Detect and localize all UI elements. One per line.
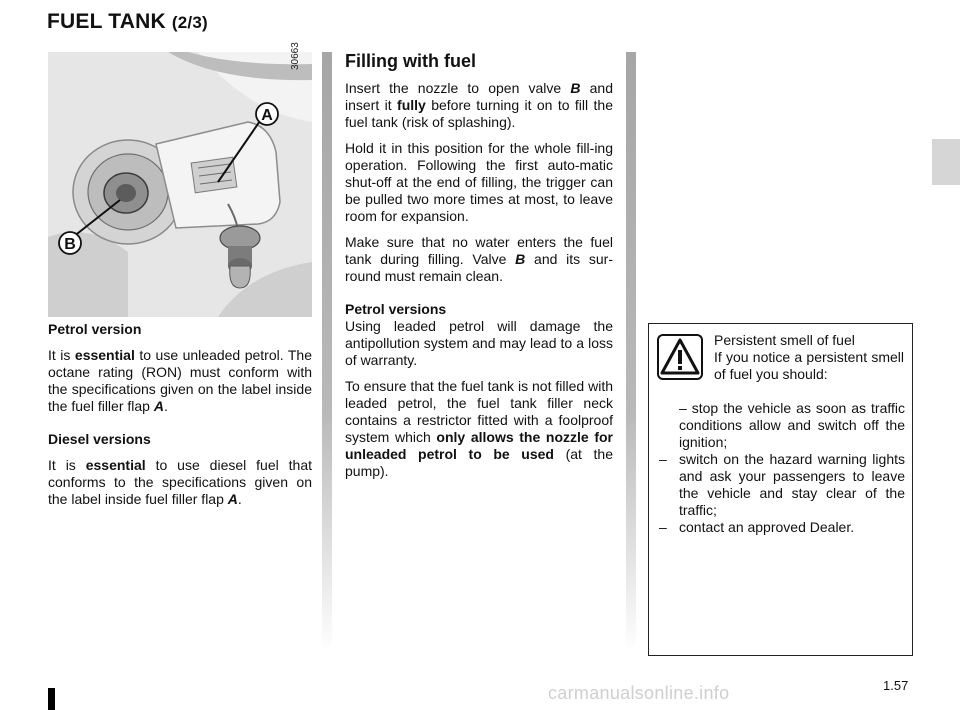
warning-title: Persistent smell of fuel bbox=[714, 332, 855, 348]
figure-reference: 30663 bbox=[290, 42, 301, 70]
warning-triangle-icon bbox=[657, 334, 703, 380]
warning-item-hazard: – switch on the hazard warning lights and ask your passengers to leave the vehicle and stay clear of the traffic; bbox=[659, 451, 905, 518]
page-title bbox=[47, 10, 208, 34]
petrol-version-text: It is essential to use unleaded petrol. The octane rating (RON) must conform with the specifications given on the label inside the fuel filler flap A. bbox=[48, 347, 313, 414]
page-title-part: (2/3) bbox=[171, 13, 208, 32]
warning-box bbox=[648, 323, 913, 656]
page-title-main: FUEL TANK bbox=[47, 10, 166, 33]
section-heading: Filling with fuel bbox=[345, 51, 476, 71]
column-divider-left bbox=[322, 52, 332, 652]
middle-column bbox=[345, 80, 613, 489]
paragraph-hold-position: Hold it in this position for the whole fill-ing operation. Following the first auto-matic shut-off at the end of filling, the trigger can be pulled two more times at most, to leave room for expansion. bbox=[345, 140, 613, 224]
page-number: 1.57 bbox=[883, 678, 909, 693]
warning-lead: If you notice a persistent smell of fuel you should: bbox=[714, 349, 904, 382]
warning-item-dealer: – contact an approved Dealer. bbox=[659, 519, 855, 535]
fuel-filler-drawing bbox=[48, 52, 312, 317]
section-tab bbox=[932, 139, 960, 185]
warning-list bbox=[659, 400, 905, 536]
column-divider-right bbox=[626, 52, 636, 652]
left-column bbox=[48, 321, 312, 517]
paragraph-restrictor: To ensure that the fuel tank is not filled with leaded petrol, the fuel tank filler neck contains a restrictor fitted with a foolproof system which only allows the nozzle for unleaded petrol to be used (at the pump). bbox=[345, 378, 613, 479]
petrol-version-heading: Petrol version bbox=[48, 321, 142, 337]
warning-intro bbox=[714, 332, 904, 383]
warning-item-stop: – stop the vehicle as soon as traffic conditions allow and switch off the ignition; bbox=[679, 400, 905, 450]
paragraph-no-water: Make sure that no water enters the fuel tank during filling. Valve B and its sur-round must remain clean. bbox=[345, 234, 613, 284]
paragraph-insert-nozzle: Insert the nozzle to open valve B and insert it fully before turning it on to fill the fuel tank (risk of splashing). bbox=[345, 80, 613, 130]
corner-mark bbox=[48, 688, 55, 710]
callout-a: A bbox=[261, 107, 273, 124]
diesel-versions-text: It is essential to use diesel fuel that conforms to the specifications given on the label inside fuel filler flap A. bbox=[48, 457, 313, 507]
fuel-filler-illustration bbox=[48, 52, 312, 317]
paragraph-leaded-petrol: Using leaded petrol will damage the antipollution system and may lead to a loss of warranty. bbox=[345, 318, 613, 368]
petrol-versions-heading: Petrol versions bbox=[345, 301, 447, 317]
callout-b: B bbox=[64, 236, 76, 253]
diesel-versions-heading: Diesel versions bbox=[48, 431, 151, 447]
watermark: carmanualsonline.info bbox=[548, 683, 730, 703]
